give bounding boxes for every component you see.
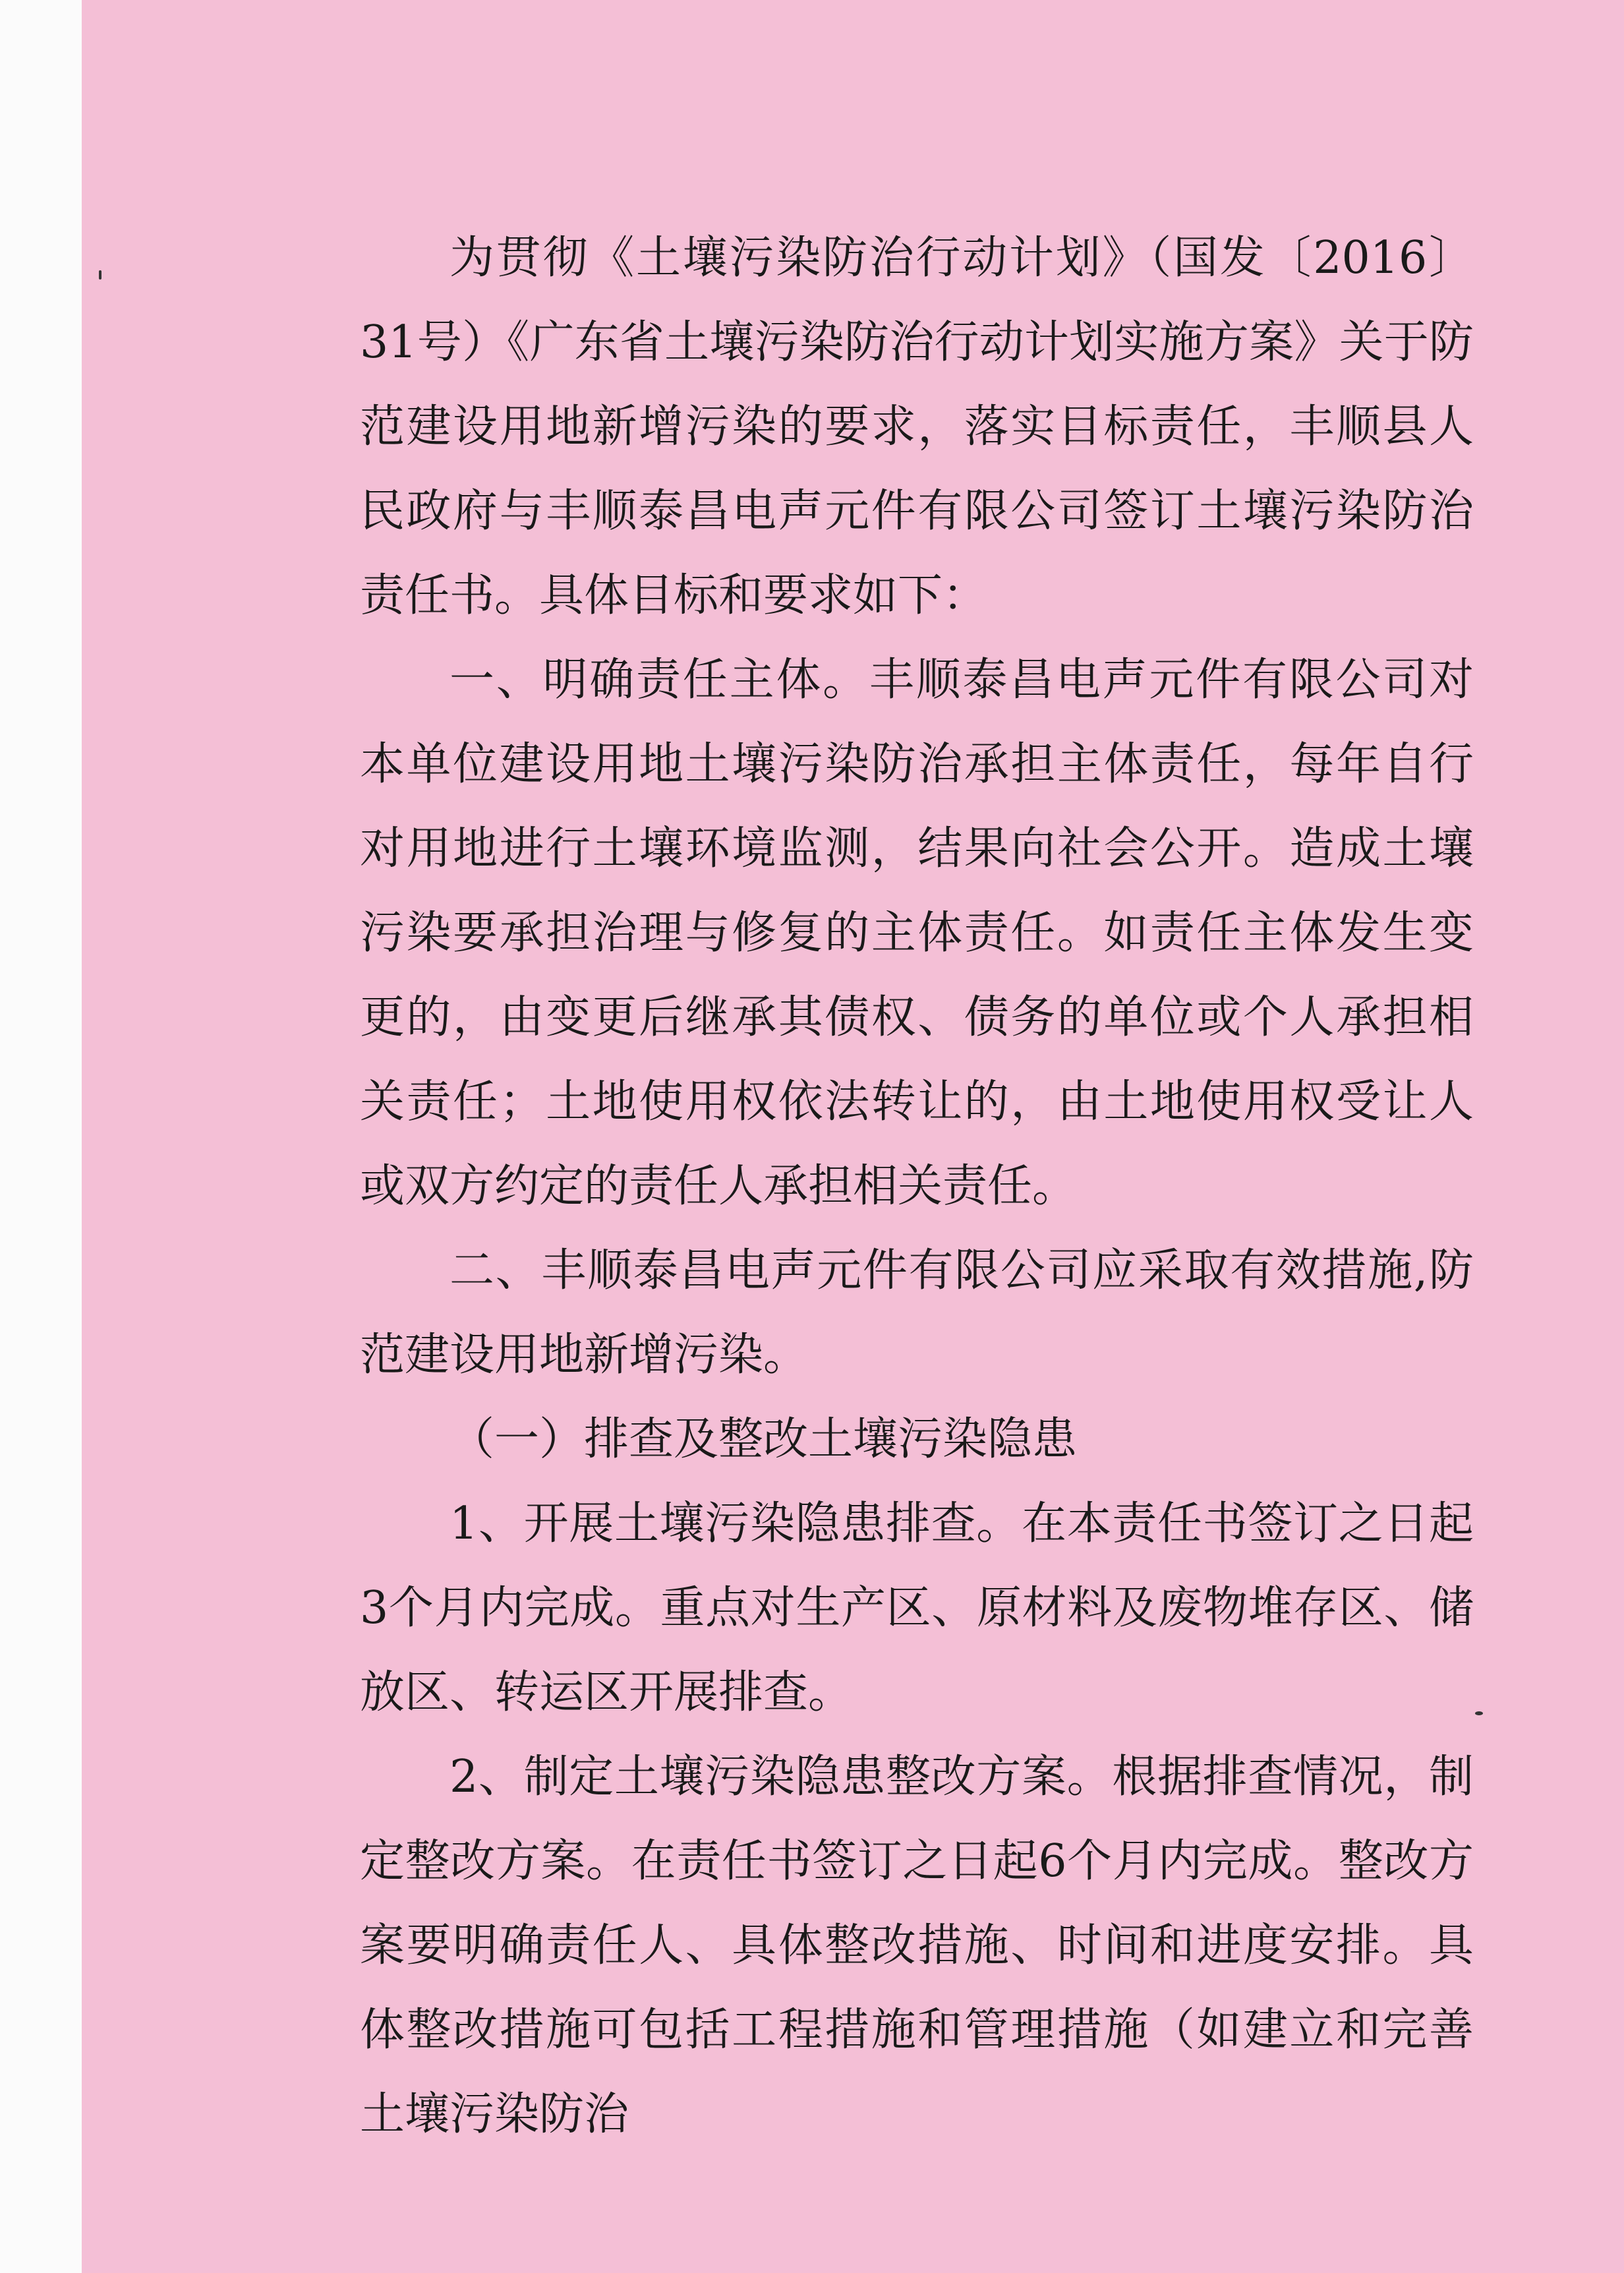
scan-margin	[0, 0, 82, 2273]
scan-speck	[1475, 1711, 1483, 1715]
scan-speck	[99, 270, 102, 280]
paragraph-intro: 为贯彻《土壤污染防治行动计划》（国发〔2016〕31号）《广东省土壤污染防治行动计划实施方案》关于防范建设用地新增污染的要求，落实目标责任，丰顺县人民政府与丰顺泰昌电声元件有限公司签订土壤污染防治责任书。具体目标和要求如下：	[360, 232, 1474, 622]
subsection-heading: （一）排查及整改土壤污染隐患	[450, 1413, 1078, 1465]
paragraph-item-1: 1、开展土壤污染隐患排查。在本责任书签订之日起3个月内完成。重点对生产区、原材料及废物堆存区、储放区、转运区开展排查。	[360, 1498, 1474, 1719]
document-body	[360, 216, 1474, 2157]
paragraph-section-one: 一、明确责任主体。丰顺泰昌电声元件有限公司对本单位建设用地土壤污染防治承担主体责任，每年自行对用地进行土壤环境监测，结果向社会公开。造成土壤污染要承担治理与修复的主体责任。如责任主体发生变更的，由变更后继承其债权、债务的单位或个人承担相关责任；土地使用权依法转让的，由土地使用权受让人或双方约定的责任人承担相关责任。	[360, 654, 1474, 1212]
paragraph-section-two: 二、丰顺泰昌电声元件有限公司应采取有效措施,防范建设用地新增污染。	[360, 1245, 1474, 1381]
paragraph-item-2: 2、制定土壤污染隐患整改方案。根据排查情况，制定整改方案。在责任书签订之日起6个月内完成。整改方案要明确责任人、具体整改措施、时间和进度安排。具体整改措施可包括工程措施和管理措施（如建立和完善土壤污染防治	[360, 1751, 1474, 2140]
